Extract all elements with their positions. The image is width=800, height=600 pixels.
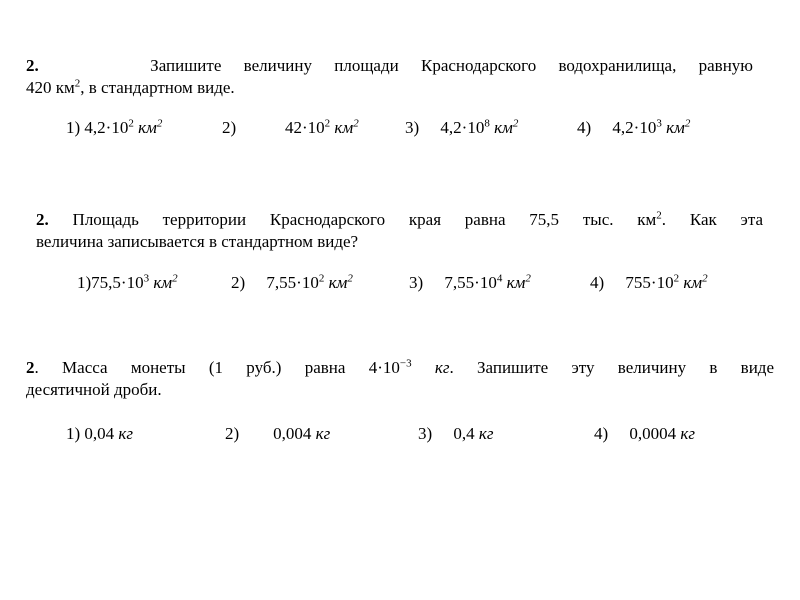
q2-answer-3[interactable] bbox=[409, 273, 531, 293]
q1-answer-4[interactable] bbox=[577, 118, 690, 138]
answer-mantissa: 4,2·10 bbox=[84, 118, 129, 137]
question-2-number: 2. bbox=[36, 210, 49, 229]
answer-mantissa: 4,2·10 bbox=[440, 118, 485, 137]
answer-exponent: 2 bbox=[318, 272, 325, 285]
q3-answer-4[interactable] bbox=[594, 424, 695, 444]
answer-mantissa: 42·10 bbox=[285, 118, 325, 137]
question-3-line-1 bbox=[26, 357, 774, 379]
answer-number: 2) bbox=[225, 424, 240, 443]
answer-number: 2) bbox=[231, 273, 246, 292]
question-1-line-2 bbox=[26, 77, 753, 99]
answer-unit: км bbox=[494, 118, 513, 137]
q2-answer-4[interactable] bbox=[590, 273, 708, 293]
answer-unit-exponent: 2 bbox=[172, 272, 178, 285]
answer-exponent: 2 bbox=[673, 272, 680, 285]
q3-answer-2[interactable] bbox=[225, 424, 330, 444]
q2-answer-1[interactable] bbox=[77, 273, 178, 293]
question-1-text-rest: , в стандартном виде. bbox=[80, 78, 235, 97]
question-3 bbox=[26, 357, 774, 401]
question-2-text-exp: 2 bbox=[656, 209, 662, 222]
answer-exponent: 4 bbox=[496, 272, 503, 285]
answer-unit: кг bbox=[680, 424, 696, 443]
question-1-text: Запишите величину площади Краснодарского водохранилища, равную bbox=[150, 56, 754, 75]
answer-unit: км bbox=[138, 118, 157, 137]
answer-unit: км bbox=[683, 273, 703, 292]
answer-number: 1) bbox=[77, 273, 92, 292]
q1-answer-2-number[interactable] bbox=[222, 118, 236, 138]
answer-mantissa: 755·10 bbox=[625, 273, 674, 292]
answer-unit: км bbox=[328, 273, 348, 292]
answer-mantissa: 7,55·10 bbox=[266, 273, 319, 292]
question-1 bbox=[26, 55, 753, 99]
answer-exponent: 3 bbox=[656, 117, 662, 130]
answer-unit-exponent: 2 bbox=[702, 272, 708, 285]
answer-unit-exponent: 2 bbox=[347, 272, 353, 285]
question-2-text: Площадь территории Краснодарского края равна 75,5 тыс. км bbox=[72, 210, 657, 229]
answer-unit-exponent: 2 bbox=[512, 117, 519, 130]
answer-number: 3) bbox=[409, 273, 424, 292]
answer-value: 0,0004 bbox=[629, 424, 677, 443]
question-1-number: 2. bbox=[26, 56, 39, 75]
q1-answer-3[interactable] bbox=[405, 118, 518, 138]
answer-unit-exponent: 2 bbox=[156, 117, 163, 130]
answer-unit-exponent: 2 bbox=[525, 272, 531, 285]
question-3-number: 2 bbox=[26, 358, 35, 377]
answer-unit: км bbox=[666, 118, 685, 137]
answer-unit: км bbox=[153, 273, 173, 292]
q1-answer-1[interactable] bbox=[66, 118, 162, 138]
q2-answer-2[interactable] bbox=[231, 273, 353, 293]
question-3-unit: кг bbox=[434, 358, 450, 377]
answer-exponent: 2 bbox=[324, 117, 331, 130]
q1-answer-2[interactable] bbox=[285, 118, 359, 138]
answer-mantissa: 75,5·10 bbox=[91, 273, 144, 292]
question-3-text: . Масса монеты (1 руб.) равна 4·10 bbox=[34, 358, 400, 377]
answer-value: 0,004 bbox=[273, 424, 312, 443]
answer-number: 1) bbox=[66, 118, 81, 137]
q3-answer-1[interactable] bbox=[66, 424, 133, 444]
answer-unit: кг bbox=[315, 424, 331, 443]
question-2-line-1 bbox=[36, 209, 763, 231]
answer-exponent: 8 bbox=[484, 117, 490, 130]
question-2-text-rest: . Как эта bbox=[661, 210, 764, 229]
answer-unit: кг bbox=[478, 424, 494, 443]
answer-number: 4) bbox=[594, 424, 609, 443]
answer-unit-exponent: 2 bbox=[353, 117, 359, 130]
answer-unit: км bbox=[334, 118, 354, 137]
answer-exponent: 3 bbox=[143, 272, 150, 285]
answer-unit-exponent: 2 bbox=[684, 117, 691, 130]
answer-number: 4) bbox=[577, 118, 592, 137]
answer-unit: км bbox=[506, 273, 526, 292]
question-2 bbox=[36, 209, 763, 253]
question-3-line-2: десятичной дроби. bbox=[26, 380, 162, 399]
q3-answer-3[interactable] bbox=[418, 424, 494, 444]
answer-value: 0,04 bbox=[84, 424, 115, 443]
answer-number: 1) bbox=[66, 424, 81, 443]
answer-unit: кг bbox=[118, 424, 134, 443]
answer-number: 2) bbox=[222, 118, 237, 137]
question-1-value-exp: 2 bbox=[74, 77, 81, 90]
answer-mantissa: 4,2·10 bbox=[612, 118, 657, 137]
question-2-line-2: величина записывается в стандартном виде? bbox=[36, 232, 359, 251]
question-3-text-exp: −3 bbox=[399, 357, 412, 370]
question-1-value: 420 км bbox=[26, 78, 75, 97]
answer-exponent: 2 bbox=[128, 117, 134, 130]
question-1-line-1 bbox=[26, 55, 753, 77]
answer-number: 3) bbox=[405, 118, 420, 137]
answer-number: 4) bbox=[590, 273, 605, 292]
question-3-text-rest: . Запишите эту величину в виде bbox=[449, 358, 775, 377]
answer-mantissa: 7,55·10 bbox=[444, 273, 497, 292]
answer-number: 3) bbox=[418, 424, 433, 443]
answer-value: 0,4 bbox=[453, 424, 475, 443]
